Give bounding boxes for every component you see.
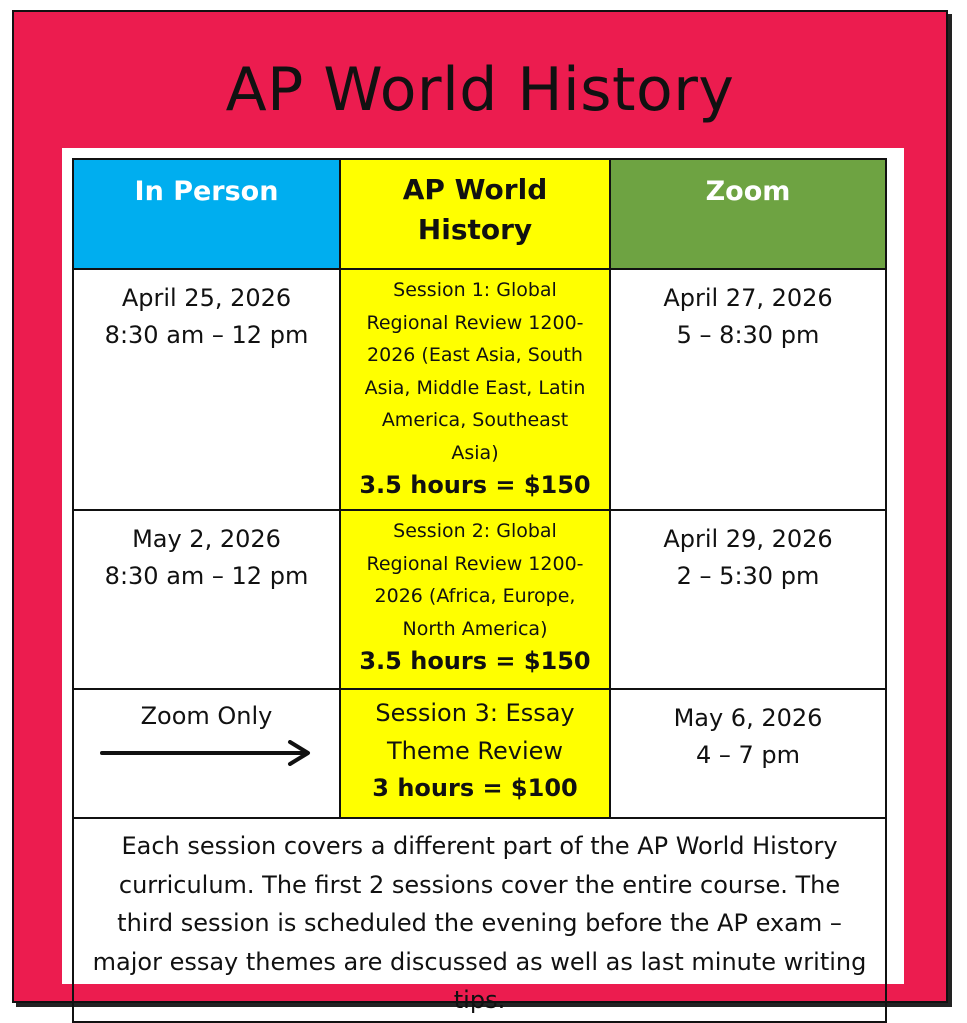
in-person-cell bbox=[73, 689, 340, 818]
zoom-date: May 6, 2026 bbox=[673, 704, 823, 732]
right-arrow-icon bbox=[100, 740, 314, 766]
in-person-date: April 25, 2026 bbox=[121, 284, 292, 312]
in-person-cell bbox=[73, 510, 340, 689]
schedule-table bbox=[72, 158, 887, 1023]
zoom-time: 4 – 7 pm bbox=[695, 741, 801, 769]
table-row bbox=[73, 510, 886, 689]
table-row bbox=[73, 269, 886, 510]
session-price: 3 hours = $100 bbox=[372, 774, 578, 802]
in-person-time: 8:30 am – 12 pm bbox=[104, 562, 309, 590]
session-description: Session 3: Essay Theme Review bbox=[375, 699, 575, 765]
table-row bbox=[73, 689, 886, 818]
zoom-cell bbox=[610, 510, 886, 689]
session-cell bbox=[340, 269, 610, 510]
schedule-panel bbox=[62, 148, 904, 1014]
session-description: Session 1: Global Regional Review 1200-2026 (East Asia, South Asia, Middle East, Latin America, Southeast Asia) bbox=[364, 279, 586, 464]
page-title: AP World History bbox=[225, 55, 735, 125]
zoom-cell bbox=[610, 689, 886, 818]
header-course-label: AP World History bbox=[402, 173, 548, 246]
zoom-date: April 29, 2026 bbox=[663, 525, 833, 553]
header-zoom: Zoom bbox=[610, 159, 886, 269]
zoom-only-label: Zoom Only bbox=[140, 702, 273, 730]
zoom-time: 5 – 8:30 pm bbox=[676, 321, 820, 349]
zoom-date: April 27, 2026 bbox=[663, 284, 833, 312]
session-cell bbox=[340, 510, 610, 689]
header-course bbox=[340, 159, 610, 269]
flyer-frame bbox=[12, 10, 948, 1014]
in-person-cell bbox=[73, 269, 340, 510]
session-cell bbox=[340, 689, 610, 818]
in-person-date: May 2, 2026 bbox=[132, 525, 281, 553]
in-person-time: 8:30 am – 12 pm bbox=[104, 321, 309, 349]
table-header-row bbox=[73, 159, 886, 269]
note-row bbox=[73, 818, 886, 1022]
header-in-person: In Person bbox=[73, 159, 340, 269]
note-text: Each session covers a different part of the AP World History curriculum. The first 2 sessions cover the entire course. The third session is scheduled the evening before the AP exam – major essay themes are discussed as well as last minute writing tips. bbox=[73, 818, 886, 1022]
zoom-cell bbox=[610, 269, 886, 510]
session-price: 3.5 hours = $150 bbox=[359, 647, 591, 675]
session-description: Session 2: Global Regional Review 1200-2026 (Africa, Europe, North America) bbox=[366, 520, 584, 640]
zoom-time: 2 – 5:30 pm bbox=[676, 562, 820, 590]
session-price: 3.5 hours = $150 bbox=[359, 471, 591, 499]
